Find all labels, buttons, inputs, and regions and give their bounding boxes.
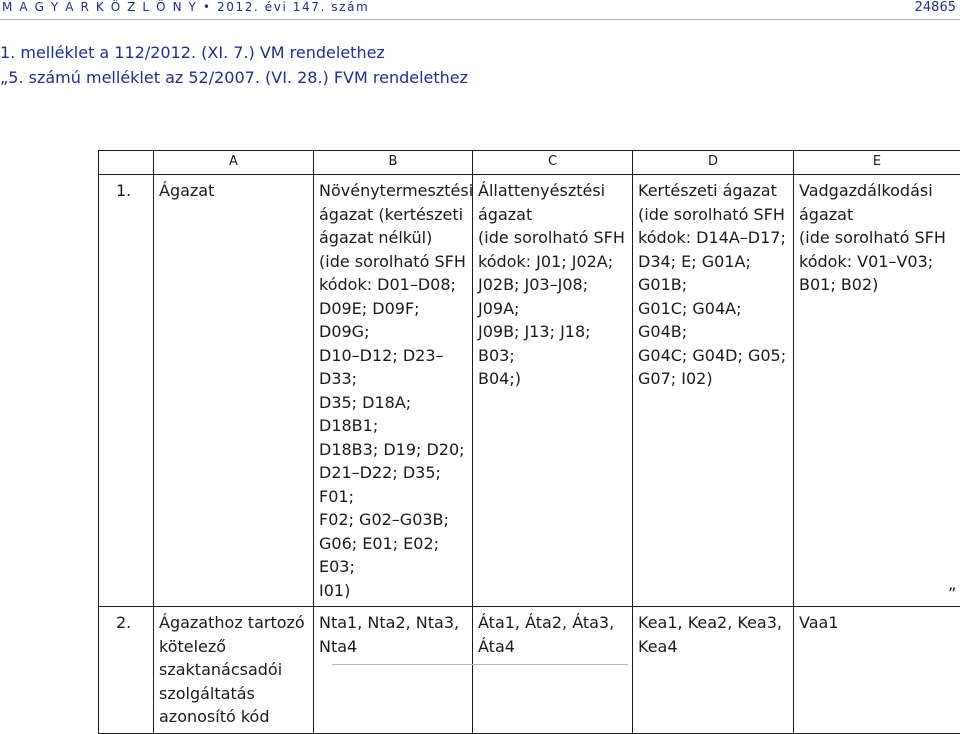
cell-a: Ágazat <box>154 175 314 607</box>
cell-e: Vadgazdálkodási ágazat (ide sorolható SFH kódok: V01–V03; B01; B02) <box>794 175 960 607</box>
column-header-b: B <box>314 151 473 175</box>
header-rule <box>0 19 960 20</box>
column-header-c: C <box>473 151 633 175</box>
column-header-d: D <box>633 151 794 175</box>
cell-a: Ágazathoz tartozó kötelező szaktanácsadói szolgáltatás azonosító kód <box>154 607 314 734</box>
table-row <box>99 607 960 734</box>
footer-rule <box>332 664 628 665</box>
table-row <box>99 175 960 607</box>
row-number: 2. <box>99 607 154 734</box>
page-number: 24865 <box>915 0 956 15</box>
cell-d: Kea1, Kea2, Kea3, Kea4 <box>633 607 794 734</box>
page-header <box>0 0 960 20</box>
publication-title: M A G Y A R K Ö Z L Ö N Y • 2012. évi 147. szám <box>2 0 369 14</box>
cell-b: Növénytermesztési ágazat (kertészeti ágazat nélkül) (ide sorolható SFH kódok: D01–D08; D09E; D09F; D09G; D10–D12; D23–D33; D35; D18A; D18B1; D18B3; D19; D20; D21–D22; D35; F01; F02; G02–G03B; G06; E01; E02; E03; I01) <box>314 175 473 607</box>
cell-e: Vaa1 <box>794 607 960 734</box>
cell-b: Nta1, Nta2, Nta3, Nta4 <box>314 607 473 734</box>
row-number: 1. <box>99 175 154 607</box>
annex-table <box>98 150 960 734</box>
annex-subtitle: „5. számú melléklet az 52/2007. (VI. 28.) FVM rendelethez <box>0 68 468 87</box>
corner-cell <box>99 151 154 175</box>
closing-quote: ” <box>948 584 956 603</box>
cell-c: Áta1, Áta2, Áta3, Áta4 <box>473 607 633 734</box>
cell-d: Kertészeti ágazat (ide sorolható SFH kódok: D14A–D17; D34; E; G01A; G01B; G01C; G04A; G04B; G04C; G04D; G05; G07; I02) <box>633 175 794 607</box>
column-header-a: A <box>154 151 314 175</box>
annex-title: 1. melléklet a 112/2012. (XI. 7.) VM rendelethez <box>0 43 385 62</box>
column-header-row <box>99 151 960 175</box>
cell-c: Állattenyésztési ágazat (ide sorolható SFH kódok: J01; J02A; J02B; J03–J08; J09A; J09B; J13; J18; B03; B04;) <box>473 175 633 607</box>
column-header-e: E <box>794 151 960 175</box>
